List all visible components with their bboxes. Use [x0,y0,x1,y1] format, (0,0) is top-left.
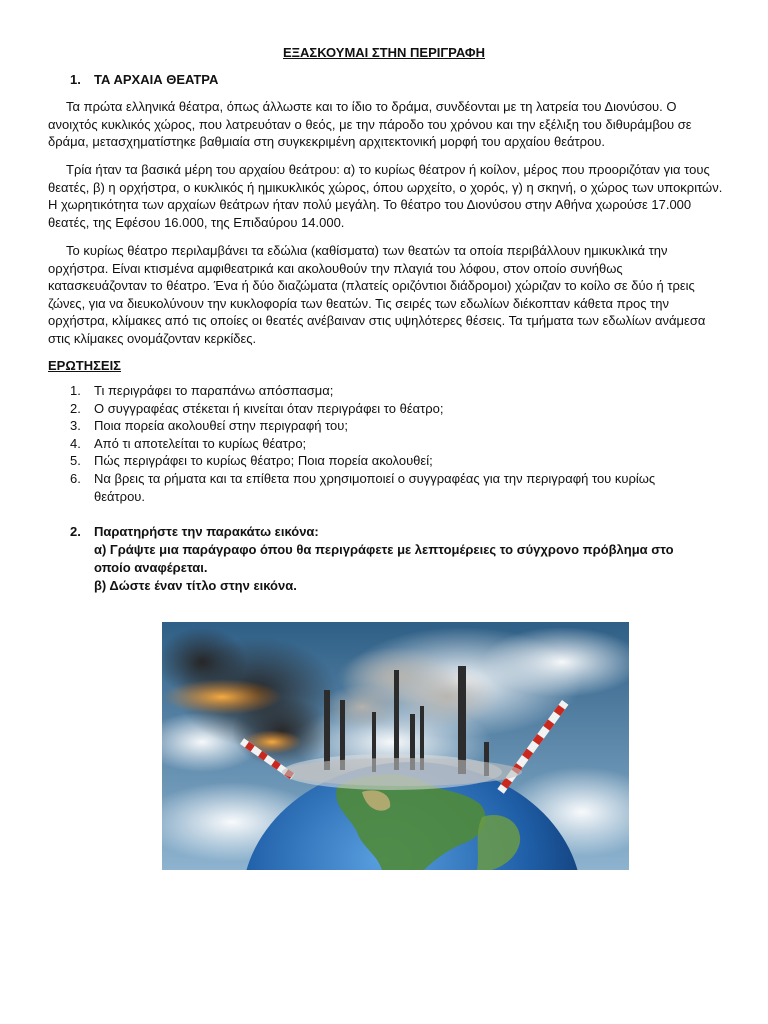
section-2-heading [70,523,710,541]
question-item [48,470,698,505]
question-text: Ποια πορεία ακολουθεί στην περιγραφή του; [94,418,348,434]
question-text: Τι περιγράφει το παραπάνω απόσπασμα; [94,383,334,398]
question-number: 1. [70,383,81,398]
question-item [48,452,698,470]
question-item [48,435,698,453]
question-text: Ο συγγραφέας στέκεται ή κινείται όταν περιγράφει το θέατρο; [94,400,444,416]
paragraph-1: Τα πρώτα ελληνικά θέατρα, όπως άλλωστε και το ίδιο το δράμα, συνδέονται με τη λατρεία του Διονύσου. Ο ανοιχτός κυκλικός χώρος, που λατρευόταν ο θεός, με την πάροδο του χρόνου και την εξέλιξη του διθυράμβου σε δράμα, μετασχηματίστηκε βαθμιαία στη συγκεκριμένη αρχιτεκτονική μορφή του αρχαίου θεάτρου. [48,99,692,149]
pollution-earth-image [162,622,629,870]
question-item [48,382,698,400]
questions-heading: ΕΡΩΤΗΣΕΙΣ [48,358,121,373]
question-item [48,400,698,418]
task-a: α) Γράψτε μια παράγραφο όπου θα περιγράφετε με λεπτομέρειες το σύγχρονο πρόβλημα στο οποίο αναφέρεται. [94,542,674,575]
fire-glow [162,679,282,715]
question-number: 3. [70,418,81,434]
section-1-heading [70,72,218,87]
section-1-number: 1. [70,72,81,87]
question-number: 4. [70,435,81,451]
section-2-title: Παρατηρήστε την παρακάτω εικόνα: [94,524,319,539]
question-number: 2. [70,400,81,416]
questions-list [48,382,698,505]
section-2 [70,523,710,595]
question-number: 6. [70,470,81,486]
paragraph-3: Το κυρίως θέατρο περιλαμβάνει τα εδώλια (καθίσματα) των θεατών τα οποία περιβάλλουν ημικυκλικά την ορχήστρα. Είναι κτισμένα αμφιθεατρικά και ακολουθούν την πλαγιά του λόφου, στον οποίο συνήθως κατασκευάζονταν το θέατρο. Ένα ή δύο διαζώματα (πλατείς οριζόντιοι διάδρομοι) χώριζαν το κοίλο σε δύο ή τρεις ζώνες, για να διευκολύνουν την κυκλοφορία των θεατών. Τις σειρές των εδωλίων διέκοπταν κάθετα προς την ορχήστρα, κλίμακες από τις οποίες οι θεατές ανέβαιναν στις υψηλότερες θέσεις. Τα τμήματα των εδωλίων ανάμεσα στις κλίμακες ονομάζονταν κερκίδες. [48,243,706,346]
task-b: β) Δώστε έναν τίτλο στην εικόνα. [94,578,297,593]
question-text: Να βρεις τα ρήματα και τα επίθετα που χρησιμοποιεί ο συγγραφέας για την περιγραφή του κυρίως θεάτρου. [94,470,656,504]
question-text: Πώς περιγράφει το κυρίως θέατρο; Ποια πορεία ακολουθεί; [94,453,433,469]
question-text: Από τι αποτελείται το κυρίως θέατρο; [94,435,307,451]
question-item [48,417,698,435]
section-1-title: ΤΑ ΑΡΧΑΙΑ ΘΕΑΤΡΑ [94,72,219,87]
pollution-illustration [162,622,629,870]
section-2-number: 2. [70,524,81,539]
question-number: 5. [70,453,81,469]
paragraph-2: Τρία ήταν τα βασικά μέρη του αρχαίου θεάτρου: α) το κυρίως θέατρον ή κοίλον, μέρος που προοριζόταν για τους θεατές, β) η ορχήστρα, ο κυκλικός ή ημικυκλικός χώρος, όπου ωρχείτο, ο χορός, γ) η σκηνή, ο χώρος των υποκριτών. Η χωρητικότητα των αρχαίων θεάτρων ήταν πολύ μεγάλη. Το θέατρο του Διονύσου στην Αθήνα χωρούσε 17.000 θεατές, της Εφέσου 16.000, της Επιδαύρου 14.000. [48,162,723,230]
document-title: ΕΞΑΣΚΟΥΜΑΙ ΣΤΗΝ ΠΕΡΙΓΡΑΦΗ [283,45,485,60]
